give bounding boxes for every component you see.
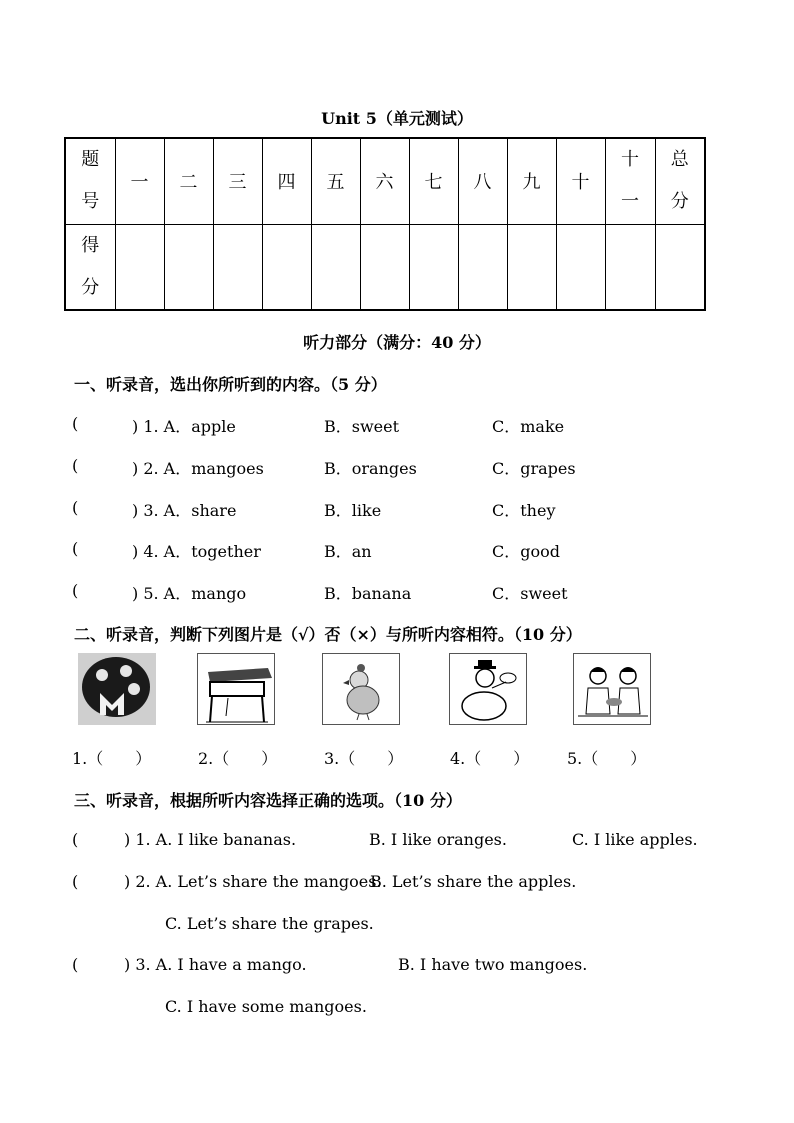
- score-table-header-row: [65, 138, 705, 224]
- score-cell[interactable]: [164, 224, 213, 310]
- option-b: B. I have two mangoes.: [398, 955, 588, 974]
- score-cell[interactable]: [115, 224, 164, 310]
- option-c: C. I like apples.: [572, 830, 698, 849]
- option-c: C．they: [492, 501, 556, 520]
- cat-with-bag-picture: [449, 653, 527, 725]
- option-b: B. Let’s share the apples.: [370, 872, 577, 891]
- option-a: ) 1. A. I like bananas.: [124, 830, 297, 849]
- column-4: 四: [262, 138, 311, 224]
- option-a: ) 3. A．share: [132, 501, 237, 520]
- section3-title: 三、听录音，根据所听内容选择正确的选项。（10 分）: [74, 791, 462, 810]
- option-b: B. I like oranges.: [369, 830, 507, 849]
- section3-question-2-line2: [72, 914, 762, 936]
- section1-item: [72, 414, 762, 436]
- score-cell[interactable]: [605, 224, 655, 310]
- answer-paren[interactable]: (: [72, 414, 79, 433]
- section3-question-3: [72, 955, 762, 977]
- answer-paren[interactable]: (: [72, 581, 79, 600]
- section3-question-1: [72, 830, 762, 852]
- page-title: Unit 5（单元测试）: [321, 109, 473, 128]
- column-1: 一: [115, 138, 164, 224]
- option-c: C. I have some mangoes.: [165, 997, 367, 1016]
- option-c: C．good: [492, 542, 560, 561]
- picture-answer-2[interactable]: 2.（ ）: [198, 749, 278, 768]
- score-table: [64, 137, 706, 311]
- chick-picture: [322, 653, 400, 725]
- section1-item: [72, 581, 762, 603]
- section1-item: [72, 498, 762, 520]
- answer-paren[interactable]: (: [72, 498, 79, 517]
- section3-question-3-line2: [72, 997, 762, 1019]
- score-table-score-row: [65, 224, 705, 310]
- picture-answer-3[interactable]: 3.（ ）: [324, 749, 404, 768]
- option-a: ) 3. A. I have a mango.: [124, 955, 307, 974]
- column-8: 八: [458, 138, 507, 224]
- tree-m-picture: [78, 653, 156, 725]
- column-2: 二: [164, 138, 213, 224]
- score-cell[interactable]: [556, 224, 605, 310]
- section3-question-2: [72, 872, 762, 894]
- score-cell[interactable]: [311, 224, 360, 310]
- score-cell[interactable]: [458, 224, 507, 310]
- score-cell-total[interactable]: [655, 224, 705, 310]
- answer-paren[interactable]: (: [72, 872, 79, 891]
- option-a: ) 4. A．together: [132, 542, 261, 561]
- column-7: 七: [409, 138, 458, 224]
- option-b: B．oranges: [324, 459, 417, 478]
- answer-paren[interactable]: (: [72, 830, 79, 849]
- column-10: 十: [556, 138, 605, 224]
- option-c: C. Let’s share the grapes.: [165, 914, 374, 933]
- option-b: B．sweet: [324, 417, 400, 436]
- children-sharing-picture: [573, 653, 651, 725]
- picture-answer-4[interactable]: 4.（ ）: [450, 749, 530, 768]
- column-9: 九: [507, 138, 556, 224]
- column-11: 十 一: [605, 138, 655, 224]
- section1-title: 一、听录音，选出你所听到的内容。（5 分）: [74, 375, 387, 394]
- total-score-label: 总 分: [655, 138, 705, 224]
- option-a: ) 5. A．mango: [132, 584, 247, 603]
- score-cell[interactable]: [213, 224, 262, 310]
- column-6: 六: [360, 138, 409, 224]
- option-a: ) 2. A．mangoes: [132, 459, 264, 478]
- picture-answer-1[interactable]: 1.（ ）: [72, 749, 152, 768]
- option-c: C．sweet: [492, 584, 568, 603]
- answer-paren[interactable]: (: [72, 955, 79, 974]
- picture-answer-5[interactable]: 5.（ ）: [567, 749, 647, 768]
- answer-paren[interactable]: (: [72, 539, 79, 558]
- question-number-label: 题 号: [65, 138, 115, 224]
- section1-item: [72, 456, 762, 478]
- column-3: 三: [213, 138, 262, 224]
- score-cell[interactable]: [262, 224, 311, 310]
- section2-title: 二、听录音，判断下列图片是（√）否（×）与所听内容相符。（10 分）: [74, 625, 582, 644]
- option-a: ) 1. A．apple: [132, 417, 236, 436]
- option-a: ) 2. A. Let’s share the mangoes.: [124, 872, 382, 891]
- score-cell[interactable]: [507, 224, 556, 310]
- option-b: B．banana: [324, 584, 412, 603]
- desk-picture: [197, 653, 275, 725]
- score-label: 得 分: [65, 224, 115, 310]
- section1-item: [72, 539, 762, 561]
- option-c: C．make: [492, 417, 565, 436]
- option-c: C．grapes: [492, 459, 576, 478]
- score-cell[interactable]: [360, 224, 409, 310]
- listening-header: 听力部分（满分：40 分）: [303, 333, 491, 352]
- answer-paren[interactable]: (: [72, 456, 79, 475]
- option-b: B．like: [324, 501, 382, 520]
- column-5: 五: [311, 138, 360, 224]
- option-b: B．an: [324, 542, 372, 561]
- score-cell[interactable]: [409, 224, 458, 310]
